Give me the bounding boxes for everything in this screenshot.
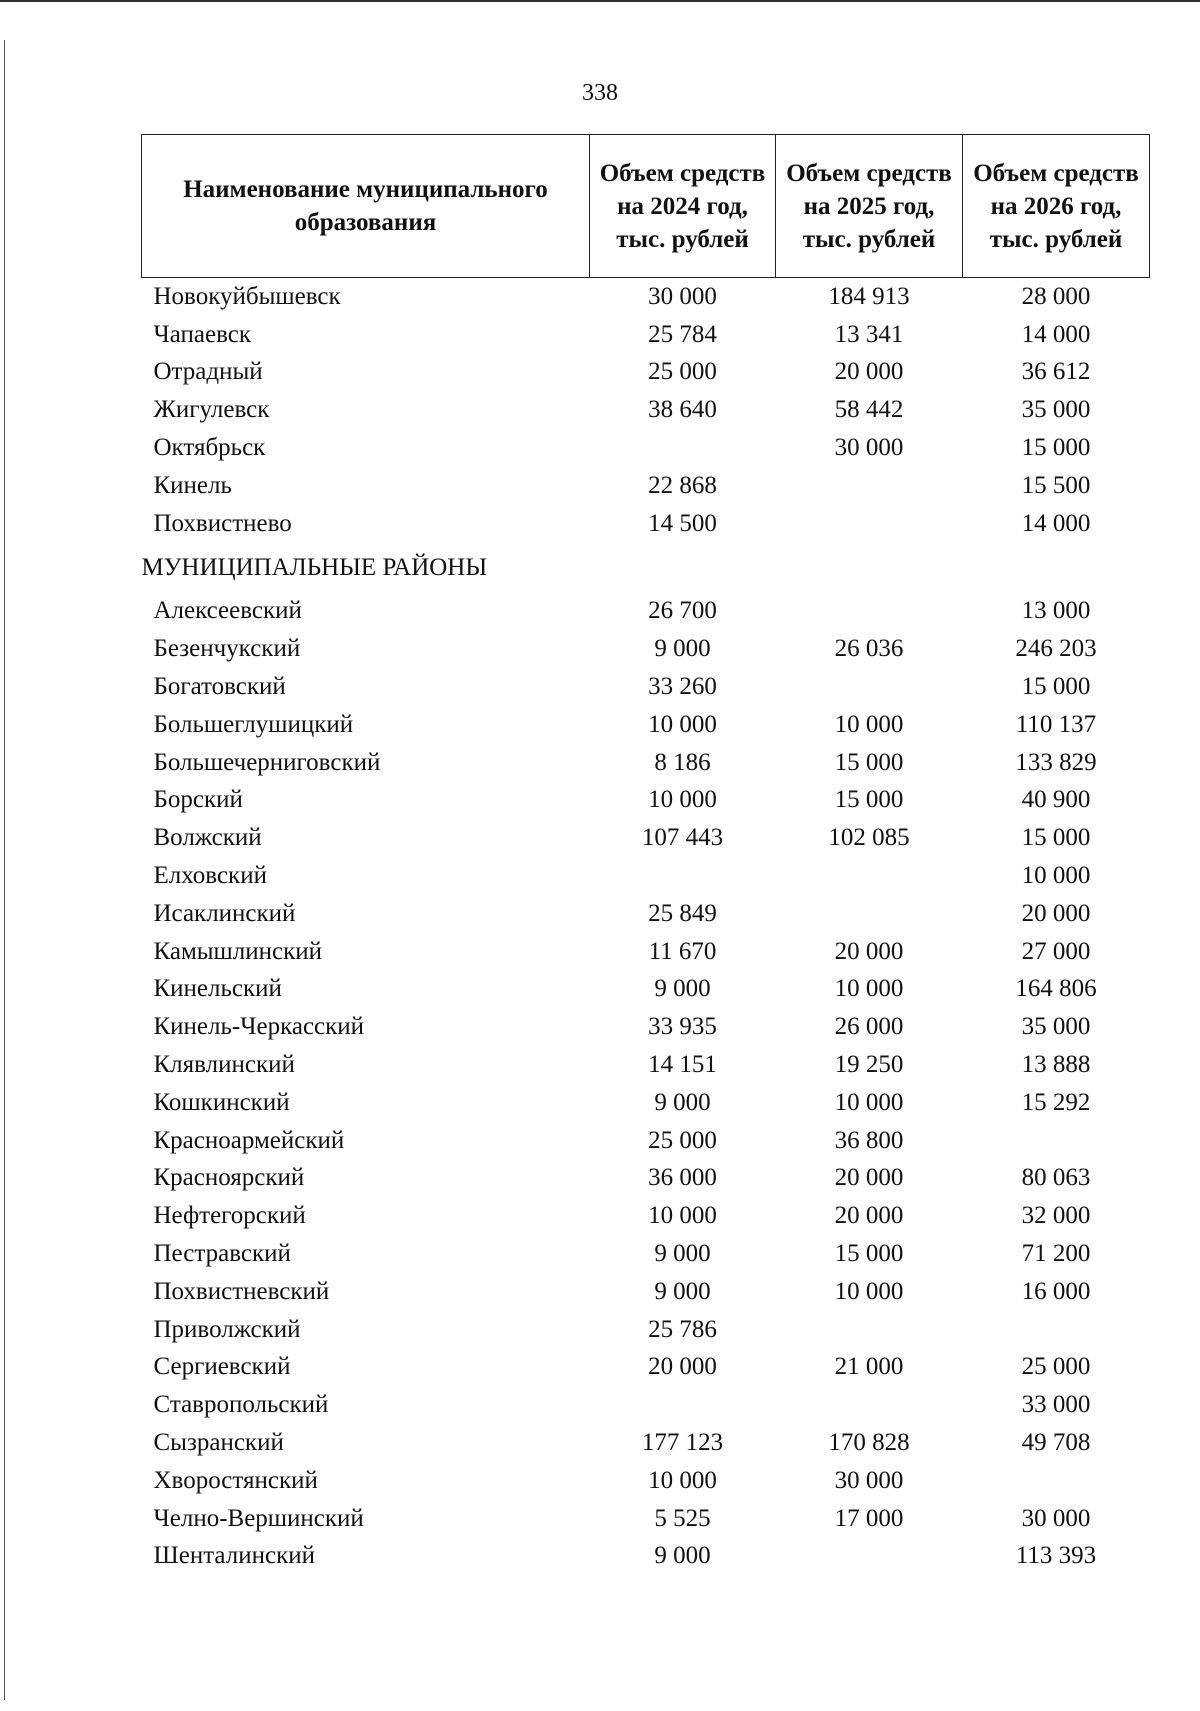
value-2025-cell [776,1311,963,1349]
value-2024-cell: 5 525 [654,1504,711,1532]
value-2025-cell: 184 913 [828,282,910,310]
budget-table [141,134,1150,1575]
municipality-name-cell: Кинель [153,471,232,499]
table-row [142,505,1150,543]
value-2025-cell [776,593,963,631]
municipality-name-cell: Большеглушицкий [153,710,354,738]
value-2026-cell: 16 000 [1021,1277,1091,1305]
value-2024-cell: 25 000 [648,1126,717,1154]
value-2025-cell: 20 000 [834,937,904,965]
value-2024-cell: 30 000 [648,282,717,310]
value-2026-cell: 28 000 [1021,282,1091,310]
value-2024-cell: 9 000 [654,1542,711,1570]
table-row [142,1122,1150,1160]
value-2026-cell: 80 063 [1021,1164,1091,1192]
scan-border-top [0,0,1200,2]
municipality-name-cell: Безенчукский [153,635,301,663]
municipality-name-cell: Пестравский [153,1240,291,1268]
table-row [142,782,1150,820]
value-2025-cell: 20 000 [834,358,904,386]
value-2025-cell: 10 000 [834,1277,904,1305]
value-2025-cell [776,857,963,895]
table-row [142,1462,1150,1500]
value-2025-cell: 26 036 [834,635,904,663]
header-row [142,135,1150,278]
municipality-name-cell: Новокуйбышевск [153,282,341,310]
municipality-name-cell: Кинельский [153,975,282,1003]
municipality-name-cell: Ставропольский [153,1391,329,1419]
value-2024-cell: 25 786 [648,1315,717,1343]
value-2025-cell: 170 828 [828,1429,910,1456]
value-2025-cell: 10 000 [834,710,904,738]
value-2026-cell: 27 000 [1021,937,1091,965]
value-2024-cell: 22 868 [648,471,717,499]
value-2024-cell: 177 123 [641,1429,724,1456]
value-2026-cell: 40 900 [1021,786,1091,814]
value-2025-cell: 10 000 [834,1088,904,1116]
value-2025-cell: 19 250 [834,1051,904,1079]
value-2025-cell: 20 000 [834,1164,904,1192]
value-2026-cell: 15 292 [1021,1088,1091,1116]
value-2024-cell: 9 000 [654,1088,711,1116]
value-2024-cell: 10 000 [648,1202,717,1230]
table-row [142,1273,1150,1311]
municipality-name-cell: Чапаевск [153,320,251,348]
value-2026-cell: 14 000 [1021,509,1091,537]
page-number: 338 [582,80,618,106]
value-2024-cell: 25 849 [648,899,717,927]
municipality-name-cell: Челно-Вершинский [153,1504,364,1532]
scan-border-left [4,40,5,1700]
value-2024-cell: 9 000 [654,975,711,1003]
table-row [142,744,1150,782]
value-2025-cell [776,895,963,933]
municipality-name-cell: Исаклинский [153,899,296,927]
municipality-name-cell: Жигулевск [153,396,270,424]
table-row [142,1160,1150,1198]
value-2026-cell: 25 000 [1021,1353,1091,1381]
table-row [142,593,1150,631]
municipality-name-cell: Красноярский [153,1164,305,1192]
value-2025-cell: 21 000 [834,1353,904,1381]
table-row [142,1349,1150,1387]
table-row [142,1084,1150,1122]
municipality-name-cell: Отрадный [153,358,263,386]
value-2025-cell: 17 000 [834,1504,904,1532]
value-2025-cell: 26 000 [834,1013,904,1041]
value-2026-cell: 35 000 [1021,396,1091,424]
table-row [142,278,1150,316]
value-2026-cell: 15 000 [1021,673,1091,701]
value-2026-cell: 71 200 [1021,1240,1091,1268]
value-2025-cell: 15 000 [834,786,904,814]
value-2026-cell: 14 000 [1021,320,1091,348]
municipality-name-cell: Волжский [153,824,262,852]
value-2026-cell [963,1311,1150,1349]
value-2026-cell: 49 708 [1021,1429,1091,1456]
value-2026-cell: 36 612 [1021,358,1091,386]
table-row [142,819,1150,857]
value-2024-cell [590,1386,776,1424]
table-row [142,1386,1150,1424]
value-2024-cell: 33 935 [648,1013,717,1041]
value-2025-cell [776,1386,963,1424]
value-2026-cell: 32 000 [1021,1202,1091,1230]
value-2025-cell [776,505,963,543]
value-2024-cell: 9 000 [654,635,711,663]
municipality-name-cell: Богатовский [153,673,286,701]
header-2024-column: Объем средств на 2024 год, тыс. рублей [590,135,776,278]
value-2026-cell: 13 000 [1021,597,1091,625]
header-name-column: Наименование муниципального образования [142,135,590,278]
value-2026-cell: 33 000 [1021,1391,1091,1419]
value-2025-cell: 10 000 [834,975,904,1003]
municipality-name-cell: Нефтегорский [153,1202,306,1230]
municipality-name-cell: Похвистневский [153,1277,330,1305]
municipality-name-cell: Похвистнево [153,509,292,537]
header-2025-column: Объем средств на 2025 год, тыс. рублей [776,135,963,278]
value-2025-cell: 36 800 [834,1126,904,1154]
table-row [142,933,1150,971]
value-2026-cell: 10 000 [1021,862,1091,890]
table-row [142,316,1150,354]
value-2026-cell: 110 137 [1015,710,1097,738]
value-2026-cell: 13 888 [1021,1051,1091,1079]
header-2026-column: Объем средств на 2026 год, тыс. рублей [963,135,1150,278]
municipality-name-cell: Клявлинский [153,1051,295,1079]
table-row [142,391,1150,429]
value-2025-cell: 15 000 [834,748,904,776]
municipality-name-cell: Октябрьск [153,434,266,462]
municipality-name-cell: Сызранский [153,1429,284,1456]
value-2025-cell: 102 085 [828,824,910,852]
municipality-name-cell: Елховский [153,862,267,890]
value-2026-cell: 133 829 [1015,748,1097,776]
value-2026-cell [963,1462,1150,1500]
value-2024-cell: 107 443 [641,824,724,852]
table-row [142,1008,1150,1046]
table-row [142,467,1150,505]
table-row [142,1538,1150,1576]
value-2026-cell: 15 000 [1021,824,1091,852]
value-2024-cell: 9 000 [654,1240,711,1268]
value-2026-cell [963,1122,1150,1160]
value-2025-cell: 13 341 [834,320,904,348]
table-row [142,354,1150,392]
table-row [142,1046,1150,1084]
value-2024-cell: 8 186 [654,748,711,776]
table-row [142,1500,1150,1538]
value-2024-cell: 10 000 [648,1466,717,1494]
value-2026-cell: 113 393 [1015,1542,1097,1570]
value-2024-cell: 14 151 [648,1051,717,1079]
table-header [142,135,1150,278]
table-row [142,971,1150,1009]
value-2025-cell [776,1538,963,1576]
table-body [142,278,1150,1576]
table-row [142,630,1150,668]
municipality-name-cell: Хворостянский [153,1466,318,1494]
value-2025-cell: 30 000 [834,434,904,462]
municipality-name-cell: Большечерниговский [153,748,381,776]
table-row [142,668,1150,706]
value-2024-cell [590,857,776,895]
section-heading: МУНИЦИПАЛЬНЫЕ РАЙОНЫ [141,553,488,581]
value-2024-cell: 9 000 [654,1277,711,1305]
municipality-name-cell: Приволжский [153,1315,301,1343]
value-2025-cell [776,668,963,706]
municipality-name-cell: Красноармейский [153,1126,345,1154]
table-row [142,1311,1150,1349]
table-row [142,429,1150,467]
value-2024-cell: 36 000 [648,1164,717,1192]
value-2026-cell: 35 000 [1021,1013,1091,1041]
table-row [142,1424,1150,1462]
value-2024-cell: 26 700 [648,597,717,625]
municipality-name-cell: Сергиевский [153,1353,291,1381]
value-2025-cell: 20 000 [834,1202,904,1230]
municipality-name-cell: Камышлинский [153,937,323,965]
value-2026-cell: 15 500 [1021,471,1091,499]
table-row [142,895,1150,933]
value-2025-cell: 30 000 [834,1466,904,1494]
value-2024-cell: 38 640 [648,396,717,424]
table-row [142,857,1150,895]
value-2024-cell: 25 784 [648,320,717,348]
value-2024-cell: 11 670 [648,937,717,965]
value-2024-cell: 25 000 [648,358,717,386]
table-row [142,1197,1150,1235]
value-2026-cell: 30 000 [1021,1504,1091,1532]
value-2025-cell: 15 000 [834,1240,904,1268]
value-2024-cell: 33 260 [648,673,717,701]
municipality-name-cell: Кинель-Черкасский [153,1013,365,1041]
section-row [142,543,1150,593]
value-2024-cell: 14 500 [648,509,717,537]
municipality-name-cell: Борский [153,786,243,814]
value-2024-cell: 10 000 [648,710,717,738]
value-2024-cell: 20 000 [648,1353,717,1381]
value-2026-cell: 15 000 [1021,434,1091,462]
municipality-name-cell: Алексеевский [153,597,302,625]
value-2025-cell: 58 442 [834,396,904,424]
table-row [142,1235,1150,1273]
value-2024-cell: 10 000 [648,786,717,814]
value-2025-cell [776,467,963,505]
value-2026-cell: 246 203 [1015,635,1097,663]
municipality-name-cell: Кошкинский [153,1088,290,1116]
value-2024-cell [590,429,776,467]
value-2026-cell: 20 000 [1021,899,1091,927]
table-row [142,706,1150,744]
municipality-name-cell: Шенталинский [153,1542,315,1570]
value-2026-cell: 164 806 [1015,975,1097,1003]
